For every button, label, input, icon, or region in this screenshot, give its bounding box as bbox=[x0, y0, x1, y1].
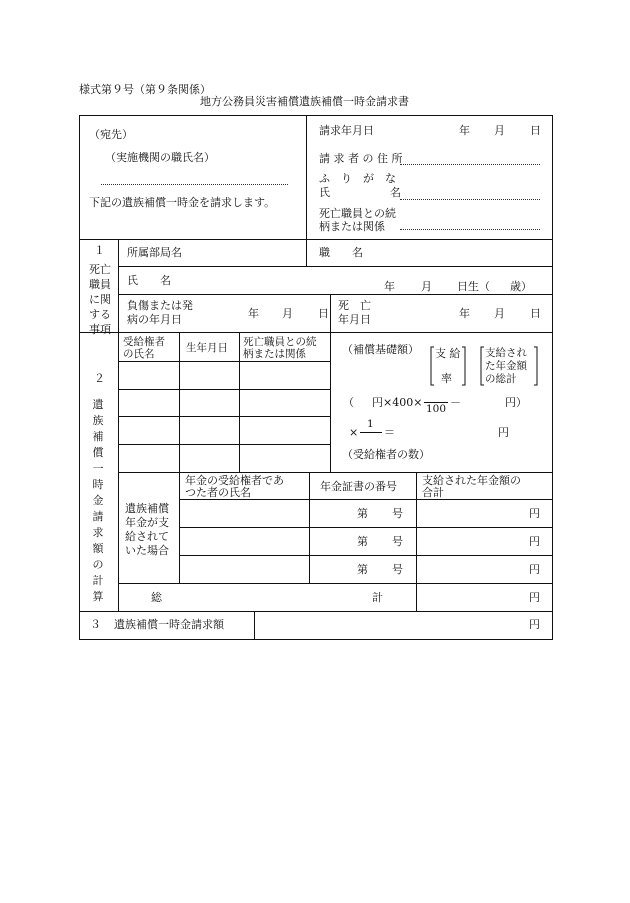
agency-label: （実施機関の職氏名） bbox=[105, 151, 215, 164]
cert-dai-2: 第 bbox=[357, 535, 368, 548]
death-date-label-line2: 年月日 bbox=[338, 313, 371, 326]
section1-label-line: 事項 bbox=[89, 323, 111, 336]
form-title: 地方公務員災害補償遺族補償一時金請求書 bbox=[200, 95, 409, 108]
section2-label-char: 額 bbox=[92, 542, 104, 555]
death-year-label: 年 bbox=[459, 307, 470, 320]
section1-label bbox=[87, 262, 113, 337]
request-month-label: 月 bbox=[494, 124, 505, 137]
certificate-number-header: 年金証書の番号 bbox=[320, 480, 397, 493]
request-date-label: 請求年月日 bbox=[319, 124, 374, 137]
pension-case-label bbox=[125, 502, 179, 558]
injury-date-label-line2: 病の年月日 bbox=[127, 313, 182, 326]
rate-label-bottom: 率 bbox=[441, 372, 452, 385]
base-amount-label: （補償基礎額） bbox=[342, 343, 419, 356]
injury-day-label: 日 bbox=[318, 307, 329, 320]
addressee-label: （宛先） bbox=[89, 128, 133, 141]
section2-label-char: 時 bbox=[92, 478, 104, 491]
birth-date-header: 生年月日 bbox=[186, 342, 228, 354]
formula-minus: － bbox=[450, 396, 461, 409]
deceased-name-label: 氏 名 bbox=[127, 274, 171, 287]
section2-label-char: 償 bbox=[92, 446, 104, 459]
paid-pension-total-header-line1: 支給された年金額の bbox=[422, 474, 521, 487]
cert-go-2: 号 bbox=[392, 535, 403, 548]
recipient-name-header-line2: の氏名 bbox=[123, 348, 155, 360]
formula-equals: ＝ bbox=[384, 426, 395, 439]
grand-total-label-sou: 総 bbox=[151, 591, 162, 604]
section3-yen: 円 bbox=[529, 618, 540, 631]
post-label: 職 名 bbox=[319, 246, 363, 259]
formula-result-yen: 円 bbox=[498, 426, 509, 439]
section3-number: ３ bbox=[90, 618, 101, 631]
name-label-shi: 氏 bbox=[319, 186, 330, 199]
section2-label-char: 求 bbox=[92, 526, 104, 539]
relation-label-line2: 柄または関係 bbox=[319, 220, 385, 233]
cert-go-1: 号 bbox=[392, 507, 403, 520]
recipient-count-label: （受給権者の数） bbox=[342, 448, 430, 461]
section2-label-char: 一 bbox=[92, 462, 104, 475]
relation-label-line1: 死亡職員との続 bbox=[319, 207, 396, 220]
injury-date-label-line1: 負傷または発 bbox=[127, 299, 193, 312]
birth-year-label: 年 bbox=[384, 280, 395, 293]
section2-vertical-label bbox=[91, 397, 105, 605]
section1-label-line: に関 bbox=[89, 293, 111, 306]
section1-label-line: 死亡 bbox=[89, 263, 111, 276]
section1-label-line: 職員 bbox=[89, 278, 111, 291]
pension-recipient-header-line2: つた者の氏名 bbox=[185, 486, 251, 499]
paid-pension-total-header-line2: 合計 bbox=[422, 486, 444, 499]
formula-fraction-bar-2 bbox=[360, 432, 382, 433]
pension-case-line: 年金が支 bbox=[125, 516, 169, 529]
section2-label-char: 請 bbox=[92, 510, 104, 523]
section2-label-char: 算 bbox=[92, 590, 104, 603]
formula-denominator-100: 100 bbox=[426, 403, 447, 415]
formula-yen-close: 円） bbox=[505, 396, 527, 409]
cert-dai-1: 第 bbox=[357, 507, 368, 520]
birth-month-label: 月 bbox=[421, 280, 432, 293]
pension-yen-1: 円 bbox=[529, 507, 540, 520]
recipient-name-header-line1: 受給権者 bbox=[123, 336, 165, 348]
form-number: 様式第９号（第９条関係） bbox=[79, 83, 211, 96]
cert-dai-3: 第 bbox=[357, 563, 368, 576]
section2-label-char: 金 bbox=[92, 494, 104, 507]
section2-label-char: 遺 bbox=[92, 398, 104, 411]
death-month-label: 月 bbox=[494, 307, 505, 320]
paid-total-line2: た年金額 bbox=[485, 360, 527, 372]
name-label-mei: 名 bbox=[390, 186, 401, 199]
injury-year-label: 年 bbox=[248, 307, 259, 320]
pension-case-line: 給されて bbox=[125, 530, 169, 543]
formula-times: × bbox=[349, 426, 359, 439]
request-day-label: 日 bbox=[530, 124, 541, 137]
section1-label-line: する bbox=[89, 308, 111, 321]
grand-total-label-kei: 計 bbox=[372, 591, 383, 604]
formula-yen-400: 円×400× bbox=[372, 396, 423, 409]
pension-recipient-header-line1: 年金の受給権者であ bbox=[185, 474, 284, 487]
injury-month-label: 月 bbox=[282, 307, 293, 320]
section3-label: 遺族補償一時金請求額 bbox=[114, 618, 224, 631]
death-day-label: 日 bbox=[530, 307, 541, 320]
paid-total-line1: 支給され bbox=[485, 347, 527, 359]
formula-open-paren: （ bbox=[343, 396, 354, 409]
section2-label-char: 計 bbox=[92, 574, 104, 587]
request-year-label: 年 bbox=[459, 124, 470, 137]
section1-number: １ bbox=[94, 244, 105, 257]
birth-day-label: 日生（ bbox=[457, 280, 490, 293]
section2-label-char: 補 bbox=[92, 430, 104, 443]
relation-header-line1: 死亡職員との続 bbox=[243, 336, 317, 348]
request-statement: 下記の遺族補償一時金を請求します。 bbox=[89, 196, 276, 209]
cert-go-3: 号 bbox=[392, 563, 403, 576]
formula-numerator-1: 1 bbox=[367, 418, 374, 430]
pension-yen-2: 円 bbox=[529, 535, 540, 548]
paid-total-line3: の総計 bbox=[485, 373, 517, 385]
pension-case-line: 遺族補償 bbox=[125, 502, 169, 515]
section2-label-char: 族 bbox=[92, 414, 104, 427]
rate-label-top: 支 給 bbox=[435, 347, 461, 360]
relation-header-line2: 柄または関係 bbox=[243, 348, 306, 360]
pension-yen-3: 円 bbox=[529, 563, 540, 576]
furigana-label: ふ り が な bbox=[319, 172, 396, 185]
pension-case-line: いた場合 bbox=[125, 544, 169, 557]
department-label: 所属部局名 bbox=[127, 246, 182, 259]
age-label: 歳） bbox=[510, 280, 532, 293]
section2-number: ２ bbox=[94, 372, 105, 385]
section2-label-char: の bbox=[92, 558, 104, 571]
death-date-label-line1: 死 亡 bbox=[338, 299, 371, 312]
requester-address-label: 請 求 者 の 住 所 bbox=[319, 152, 403, 165]
grand-total-yen: 円 bbox=[529, 591, 540, 604]
